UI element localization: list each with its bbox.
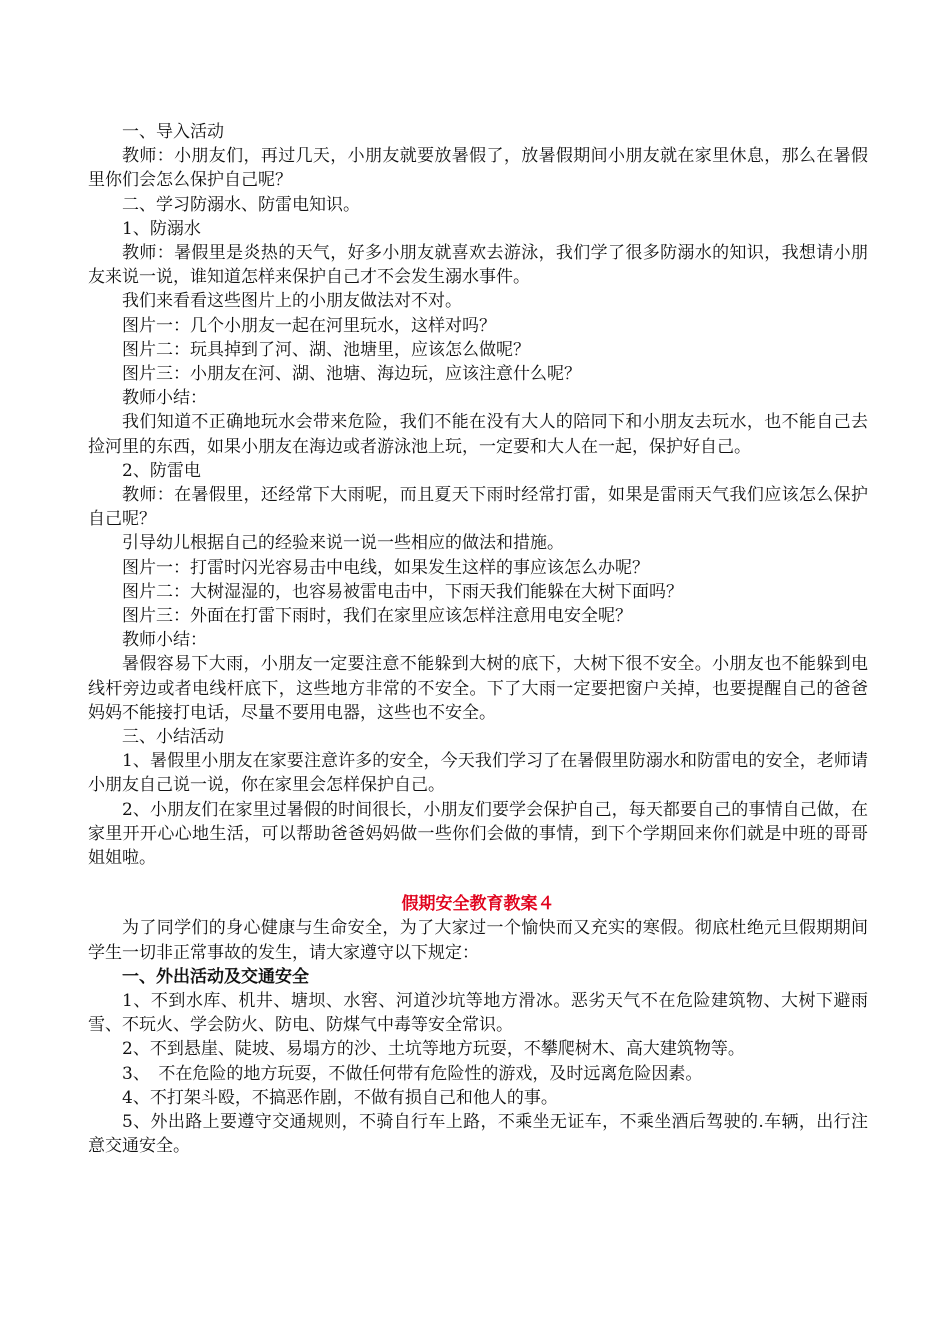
outdoor-traffic-safety-title: 一、外出活动及交通安全 [122,966,309,987]
lightning-paragraph-1: 教师：在暑假里，还经常下大雨呢，而且夏天下雨时经常打雷，如果是雷雨天气我们应该怎么保护自己呢？ [88,485,868,530]
subsection-lightning-title: 2、防雷电 [122,460,201,481]
drowning-picture-2: 图片二：玩具掉到了河、湖、池塘里，应该怎么做呢？ [122,339,530,360]
section-3-title: 三、小结活动 [122,727,224,748]
drowning-picture-3: 图片三：小朋友在河、湖、池塘、海边玩，应该注意什么呢？ [122,364,581,385]
subsection-drowning-title: 1、防溺水 [122,218,201,239]
drowning-paragraph-2: 我们来看看这些图片上的小朋友做法对不对。 [122,291,462,312]
rule-1: 1、不到水库、机井、塘坝、水窖、河道沙坑等地方滑冰。恶劣天气不在危险建筑物、大树下避雨雪、不玩火、学会防火、防电、防煤气中毒等安全常识。 [88,990,868,1036]
rule-5: 5、外出路上要遵守交通规则，不骑自行车上路，不乘坐无证车，不乘坐酒后驾驶的.车辆，出行注意交通安全。 [88,1111,868,1157]
section-1-title: 一、导入活动 [122,122,224,142]
rule-3: 3、 不在危险的地方玩耍，不做任何带有危险性的游戏，及时远离危险因素。 [122,1063,703,1084]
lightning-summary-label: 教师小结： [122,630,207,651]
lightning-picture-2: 图片二：大树湿湿的，也容易被雷电击中，下雨天我们能躲在大树下面吗？ [122,581,683,602]
drowning-paragraph-1: 教师：暑假里是炎热的天气，好多小朋友就喜欢去游泳，我们学了很多防溺水的知识，我想请小朋友来说一说，谁知道怎样来保护自己才不会发生溺水事件。 [88,243,868,288]
lesson-plan-4-intro: 为了同学们的身心健康与生命安全，为了大家过一个愉快而又充实的寒假。彻底杜绝元旦假期期间学生一切非正常事故的发生，请大家遵守以下规定： [88,918,868,963]
drowning-picture-1: 图片一：几个小朋友一起在河里玩水，这样对吗？ [122,315,496,336]
drowning-summary-label: 教师小结： [122,388,207,409]
lightning-picture-3: 图片三：外面在打雷下雨时，我们在家里应该怎样注意用电安全呢？ [122,606,632,627]
document-page [88,120,868,1158]
lightning-summary: 暑假容易下大雨，小朋友一定要注意不能躲到大树的底下，大树下很不安全。小朋友也不能躲到电线杆旁边或者电线杆底下，这些地方非常的不安全。下了大雨一定要把窗户关掉，也要提醒自己的爸爸妈妈不能接打电话，尽量不要用电器，这些也不安全。 [88,654,868,723]
section-3-paragraph-2: 2、小朋友们在家里过暑假的时间很长，小朋友们要学会保护自己，每天都要自己的事情自己做，在家里开开心心地生活，可以帮助爸爸妈妈做一些你们会做的事情，到下个学期回来你们就是中班的哥哥姐姐啦。 [88,799,868,869]
section-2-title: 二、学习防溺水、防雷电知识。 [122,194,360,215]
section-3-paragraph-1: 1、暑假里小朋友在家要注意许多的安全，今天我们学习了在暑假里防溺水和防雷电的安全，老师请小朋友自己说一说，你在家里会怎样保护自己。 [88,751,868,796]
drowning-summary: 我们知道不正确地玩水会带来危险，我们不能在没有大人的陪同下和小朋友去玩水，也不能自己去捡河里的东西，如果小朋友在海边或者游泳池上玩，一定要和大人在一起，保护好自己。 [88,412,868,457]
rule-2: 2、不到悬崖、陡坡、易塌方的沙、土坑等地方玩耍，不攀爬树木、高大建筑物等。 [122,1039,745,1060]
lightning-picture-1: 图片一：打雷时闪光容易击中电线，如果发生这样的事应该怎么办呢？ [122,557,649,578]
section-1-paragraph: 教师：小朋友们，再过几天，小朋友就要放暑假了，放暑假期间小朋友就在家里休息，那么在暑假里你们会怎么保护自己呢？ [88,146,868,191]
lesson-plan-4-heading: 假期安全教育教案４ [401,894,555,915]
lightning-paragraph-2: 引导幼儿根据自己的经验来说一说一些相应的做法和措施。 [122,533,564,554]
rule-4: 4、不打架斗殴，不搞恶作剧，不做有损自己和他人的事。 [122,1087,558,1108]
